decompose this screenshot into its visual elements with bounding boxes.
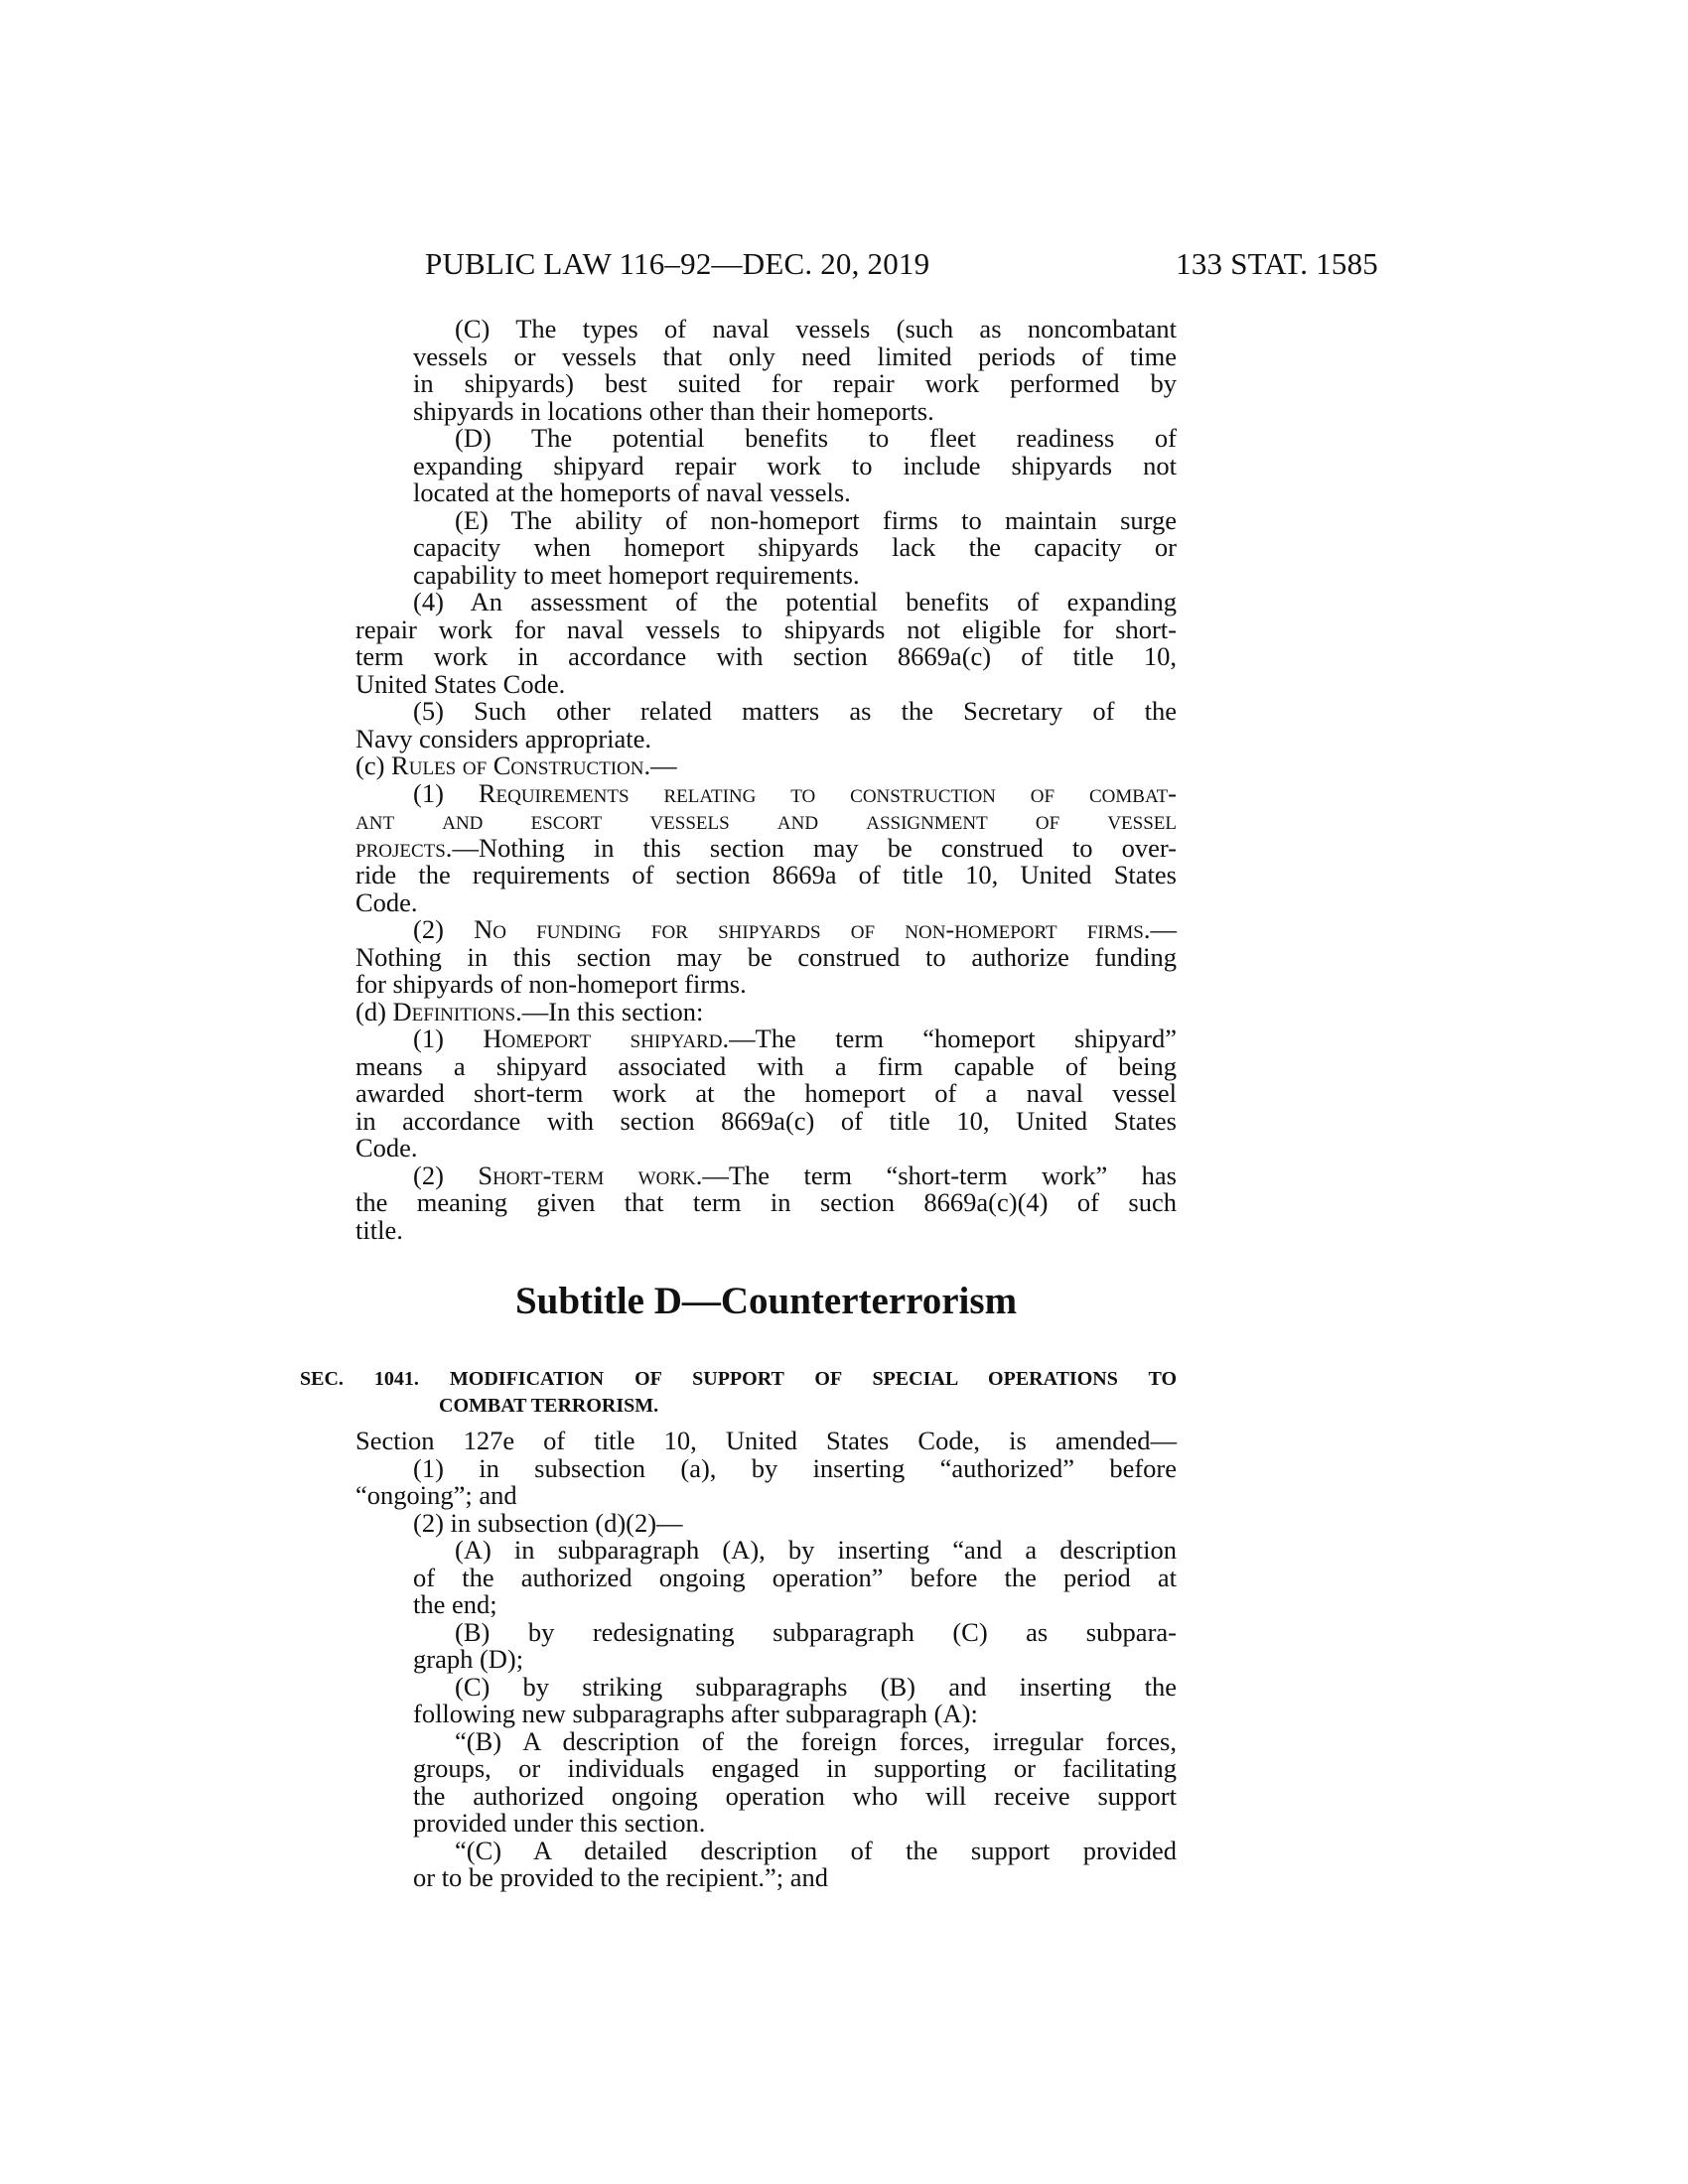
text-line: expanding shipyard repair work to include shipyards not <box>413 450 1177 480</box>
text-line: vessels or vessels that only need limited periods of time <box>413 341 1177 371</box>
section-heading <box>300 1366 1177 1420</box>
text-line: repair work for naval vessels to shipyards not eligible for short- <box>355 614 1177 644</box>
text-line: “(B) A description of the foreign forces, irregular forces, <box>455 1725 1177 1756</box>
text-line: projects.—Nothing in this section may be construed to over- <box>355 832 1177 863</box>
text-line: groups, or individuals engaged in supporting or facilitating <box>413 1753 1177 1783</box>
text-line: ant and escort vessels and assignment of vessel <box>355 805 1177 835</box>
text-line: (1) Requirements relating to construction of combat- <box>413 777 1178 808</box>
text-line: (1) in subsection (a), by inserting “authorized” before <box>413 1452 1177 1483</box>
law-text-body <box>300 314 1178 1892</box>
text-line: (B) by redesignating subparagraph (C) as subpara- <box>455 1616 1177 1647</box>
text-line: (5) Such other related matters as the Secretary of the <box>413 696 1177 726</box>
text-line: (1) Homeport shipyard.—The term “homeport shipyard” <box>413 1024 1178 1053</box>
text-line: (E) The ability of non-homeport firms to maintain surge <box>455 504 1177 535</box>
text-line: (2) No funding for shipyards of non-homeport firms.— <box>413 914 1177 944</box>
text-line: Section 127e of title 10, United States Code, is amended— <box>355 1426 1177 1455</box>
text-line: “ongoing”; and <box>355 1480 517 1510</box>
text-line: (2) in subsection (d)(2)— <box>413 1507 683 1538</box>
text-line: “(C) A detailed description of the support provided <box>455 1835 1177 1865</box>
text-line: (4) An assessment of the potential benefits of expanding <box>413 587 1177 616</box>
text-line: shipyards in locations other than their homeports. <box>413 395 934 426</box>
subsection-heading-d: (d) Definitions.—In this section: <box>355 996 704 1026</box>
text-line: means a shipyard associated with a firm capable of being <box>355 1050 1177 1081</box>
section-heading-line2: COMBAT TERRORISM. <box>439 1395 659 1417</box>
text-line: graph (D); <box>413 1644 524 1674</box>
text-line: term work in accordance with section 8669a(c) of title 10, <box>355 641 1177 671</box>
text-line: capability to meet homeport requirements. <box>413 559 860 590</box>
text-line: for shipyards of non-homeport firms. <box>355 969 747 999</box>
text-line: Code. <box>355 887 418 917</box>
text-block-top <box>355 316 1177 752</box>
text-line: awarded short-term work at the homeport of a naval vessel <box>355 1078 1177 1108</box>
page-header <box>425 246 1378 286</box>
rules-of-construction <box>355 752 1177 999</box>
text-line: in shipyards) best suited for repair work performed by <box>413 368 1177 398</box>
text-line: provided under this section. <box>413 1808 706 1838</box>
text-line: the end; <box>413 1589 497 1619</box>
running-head: PUBLIC LAW 116–92—DEC. 20, 2019 <box>425 246 930 281</box>
text-line: title. <box>355 1214 403 1245</box>
text-line: (2) Short-term work.—The term “short-term work” has <box>413 1160 1177 1190</box>
text-line: or to be provided to the recipient.”; and <box>413 1862 828 1892</box>
stat-page-number: 133 STAT. 1585 <box>1176 246 1378 281</box>
subtitle-heading: Subtitle D—Counterterrorism <box>514 1280 1018 1322</box>
text-line: (C) by striking subparagraphs (B) and inserting the <box>455 1671 1177 1702</box>
text-block-bottom <box>355 1428 1177 1892</box>
text-line: Navy considers appropriate. <box>355 723 652 753</box>
text-line: following new subparagraphs after subparagraph (A): <box>413 1699 978 1728</box>
text-line: Nothing in this section may be construed to authorize funding <box>355 941 1177 972</box>
text-line: (D) The potential benefits to fleet readiness of <box>455 423 1177 453</box>
definitions <box>355 996 1178 1245</box>
text-line: ride the requirements of section 8669a of title 10, United States <box>355 860 1177 889</box>
text-line: the meaning given that term in section 8669a(c)(4) of such <box>355 1187 1177 1217</box>
text-line: (A) in subparagraph (A), by inserting “and a description <box>455 1535 1177 1565</box>
text-line: capacity when homeport shipyards lack the capacity or <box>413 532 1177 562</box>
text-line: the authorized ongoing operation who will receive support <box>413 1780 1177 1811</box>
text-line: United States Code. <box>355 668 566 699</box>
subsection-heading-c: (c) Rules of Construction.— <box>355 751 677 780</box>
text-line: (C) The types of naval vessels (such as noncombatant <box>455 314 1177 343</box>
text-line: of the authorized ongoing operation” before the period at <box>413 1562 1177 1592</box>
section-heading-line1: SEC. 1041. MODIFICATION OF SUPPORT OF SPECIAL OPERATIONS TO <box>300 1368 1177 1390</box>
text-line: Code. <box>355 1133 418 1162</box>
text-line: in accordance with section 8669a(c) of title 10, United States <box>355 1105 1177 1136</box>
text-line: located at the homeports of naval vessels. <box>413 478 851 507</box>
